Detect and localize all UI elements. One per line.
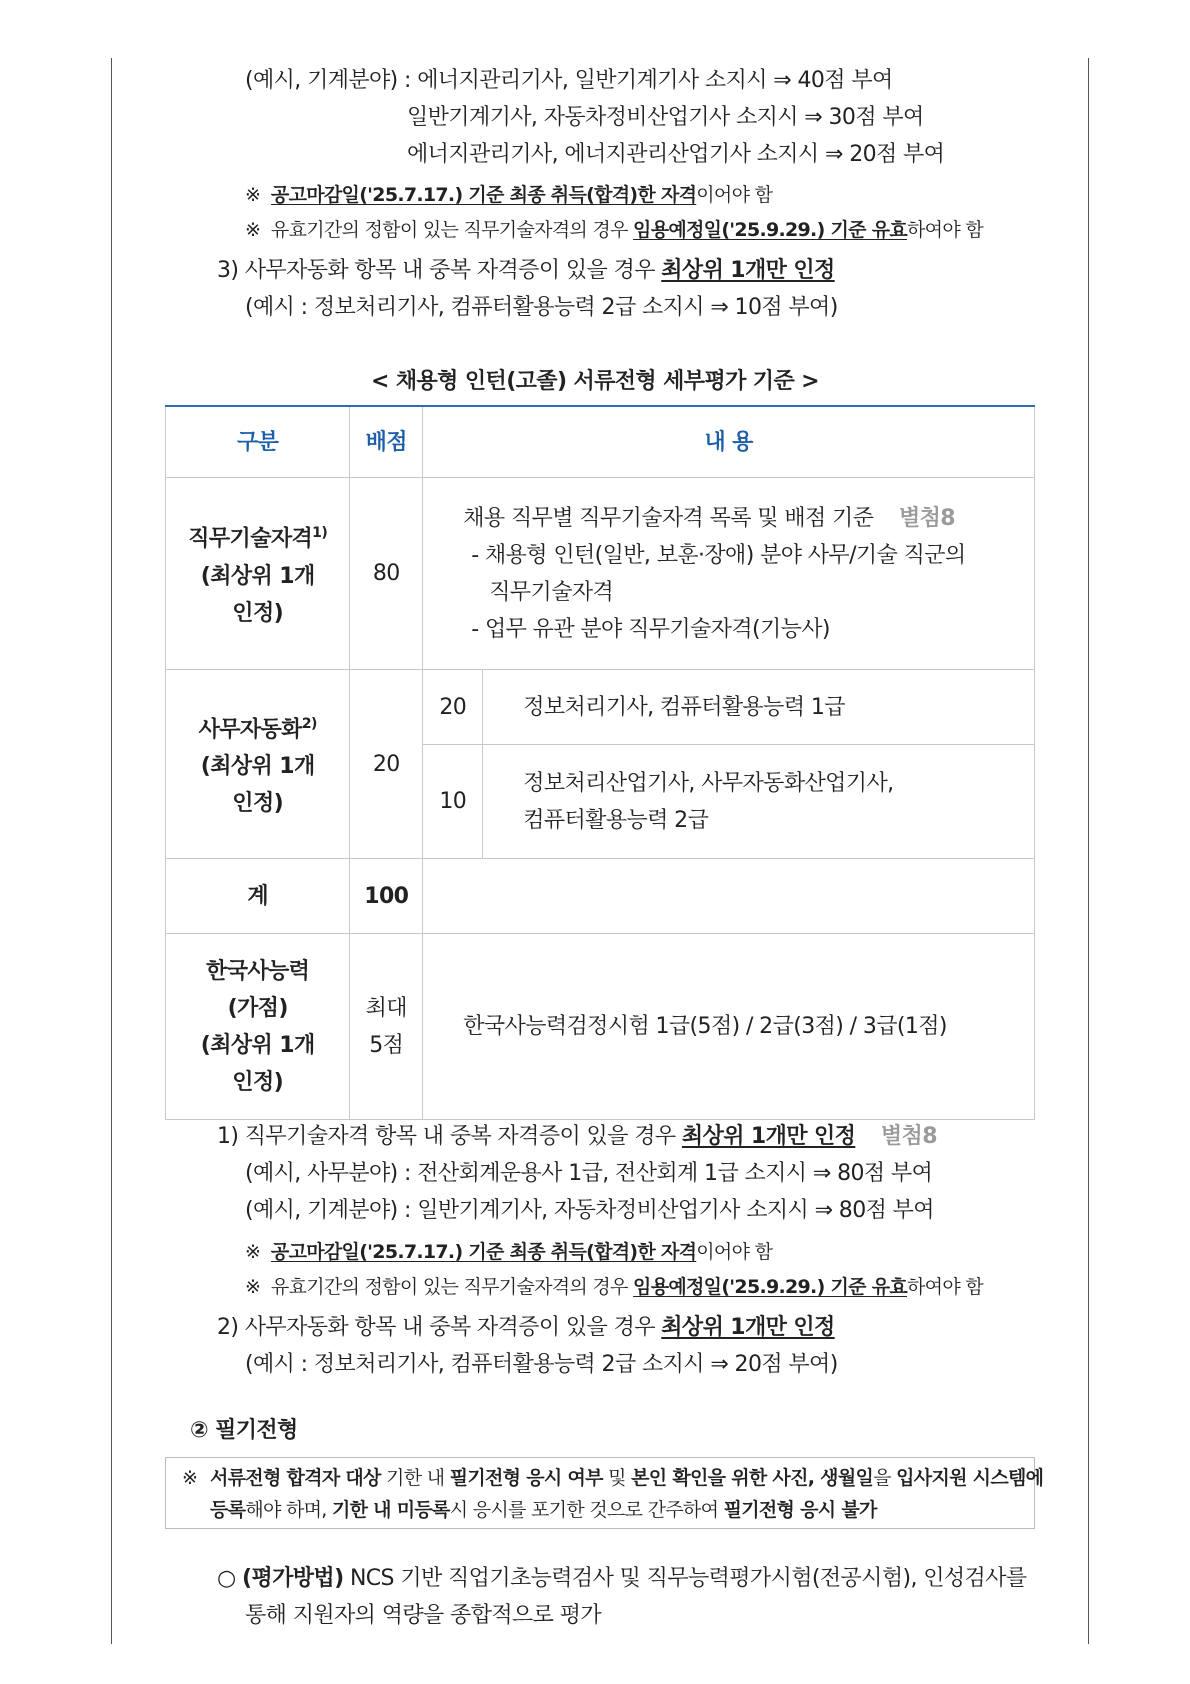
item-3-example: (예시 : 정보처리기사, 컴퓨터활용능력 2급 소지시 ⇒ 10점 부여) — [245, 295, 838, 320]
header-score: 배점 — [350, 406, 423, 478]
row-content-empty — [423, 859, 1035, 934]
example-line-2: 일반기계기사, 자동차정비산업기사 소지시 ⇒ 30점 부여 — [407, 105, 924, 130]
row-label-korean-history: 한국사능력 (가점) (최상위 1개 인정) — [166, 934, 350, 1120]
footnote-1: 1) 직무기술자격 항목 내 중복 자격증이 있을 경우 최상위 1개만 인정 별첨8 — [217, 1124, 937, 1149]
footnote-1-example-mech: (예시, 기계분야) : 일반기계기사, 자동차정비산업기사 소지시 ⇒ 80점 부여 — [245, 1198, 934, 1223]
section-title: ② 필기전형 — [190, 1418, 298, 1443]
cut-off-text-line — [245, 50, 735, 56]
note-deadline: ※ 공고마감일('25.7.17.) 기준 최종 취득(합격)한 자격이어야 함 — [245, 184, 773, 206]
footnote-1-example-office: (예시, 사무분야) : 전산회계운용사 1급, 전산회계 1급 소지시 ⇒ 80점 부여 — [245, 1161, 933, 1186]
attachment-ref: 별첨8 — [880, 1124, 937, 1149]
attachment-ref: 별첨8 — [898, 505, 955, 531]
example-line-1: (예시, 기계분야) : 에너지관리기사, 일반기계기사 소지시 ⇒ 40점 부여 — [245, 68, 893, 93]
evaluation-table — [165, 405, 1035, 1120]
evaluation-method-cont: 통해 지원자의 역량을 종합적으로 평가 — [245, 1603, 602, 1628]
page-border-right — [1088, 58, 1089, 1644]
row-content: 한국사능력검정시험 1급(5점) / 2급(3점) / 3급(1점) — [423, 934, 1035, 1120]
note-validity: ※ 유효기간의 정함이 있는 직무기술자격의 경우 임용예정일('25.9.29.) 기준 유효하여야 함 — [245, 219, 983, 241]
evaluation-method: ○ (평가방법) NCS 기반 직업기초능력검사 및 직무능력평가시험(전공시험), 인성검사를 — [217, 1566, 1027, 1591]
footnote-2: 2) 사무자동화 항목 내 중복 자격증이 있을 경우 최상위 1개만 인정 — [217, 1315, 835, 1340]
footnote-2-example: (예시 : 정보처리기사, 컴퓨터활용능력 2급 소지시 ⇒ 20점 부여) — [245, 1352, 838, 1377]
table-title: < 채용형 인턴(고졸) 서류전형 세부평가 기준 > — [370, 369, 820, 394]
table-row — [166, 670, 1035, 745]
row-label-total: 계 — [166, 859, 350, 934]
sub-content: 정보처리산업기사, 사무자동화산업기사, 컴퓨터활용능력 2급 — [483, 745, 1035, 859]
row-score-total: 100 — [350, 859, 423, 934]
sub-score: 10 — [423, 745, 483, 859]
table-row — [166, 859, 1035, 934]
sub-score: 20 — [423, 670, 483, 745]
row-content: 채용 직무별 직무기술자격 목록 및 배점 기준 별첨8 - 채용형 인턴(일반, 보훈·장애) 분야 사무/기술 직군의 직무기술자격 - 업무 유관 분야 직무기술자격(기능사) — [423, 478, 1035, 670]
row-score: 20 — [350, 670, 423, 859]
header-content: 내 용 — [423, 406, 1035, 478]
row-score: 최대 5점 — [350, 934, 423, 1120]
header-category: 구분 — [166, 406, 350, 478]
row-label-office-automation: 사무자동화$^{2)}$ (최상위 1개 인정) — [166, 670, 350, 859]
item-3: 3) 사무자동화 항목 내 중복 자격증이 있을 경우 최상위 1개만 인정 — [217, 258, 835, 283]
table-header-row — [166, 406, 1035, 478]
table-row — [166, 934, 1035, 1120]
example-line-3: 에너지관리기사, 에너지관리산업기사 소지시 ⇒ 20점 부여 — [407, 142, 945, 167]
sub-content: 정보처리기사, 컴퓨터활용능력 1급 — [483, 670, 1035, 745]
row-label-tech-cert: 직무기술자격$^{1)}$ (최상위 1개 인정) — [166, 478, 350, 670]
page-border-left — [111, 58, 112, 1644]
row-score: 80 — [350, 478, 423, 670]
notice-box: ※ 서류전형 합격자 대상 기한 내 필기전형 응시 여부 및 본인 확인을 위한 사진, 생월일을 입사지원 시스템에 등록해야 하며, 기한 내 미등록시 응시를 포기한 것으로 간주하여 필기전형 응시 불가 — [165, 1457, 1035, 1529]
note-deadline: ※ 공고마감일('25.7.17.) 기준 최종 취득(합격)한 자격이어야 함 — [245, 1241, 773, 1263]
table-row — [166, 478, 1035, 670]
note-validity: ※ 유효기간의 정함이 있는 직무기술자격의 경우 임용예정일('25.9.29.) 기준 유효하여야 함 — [245, 1276, 983, 1298]
